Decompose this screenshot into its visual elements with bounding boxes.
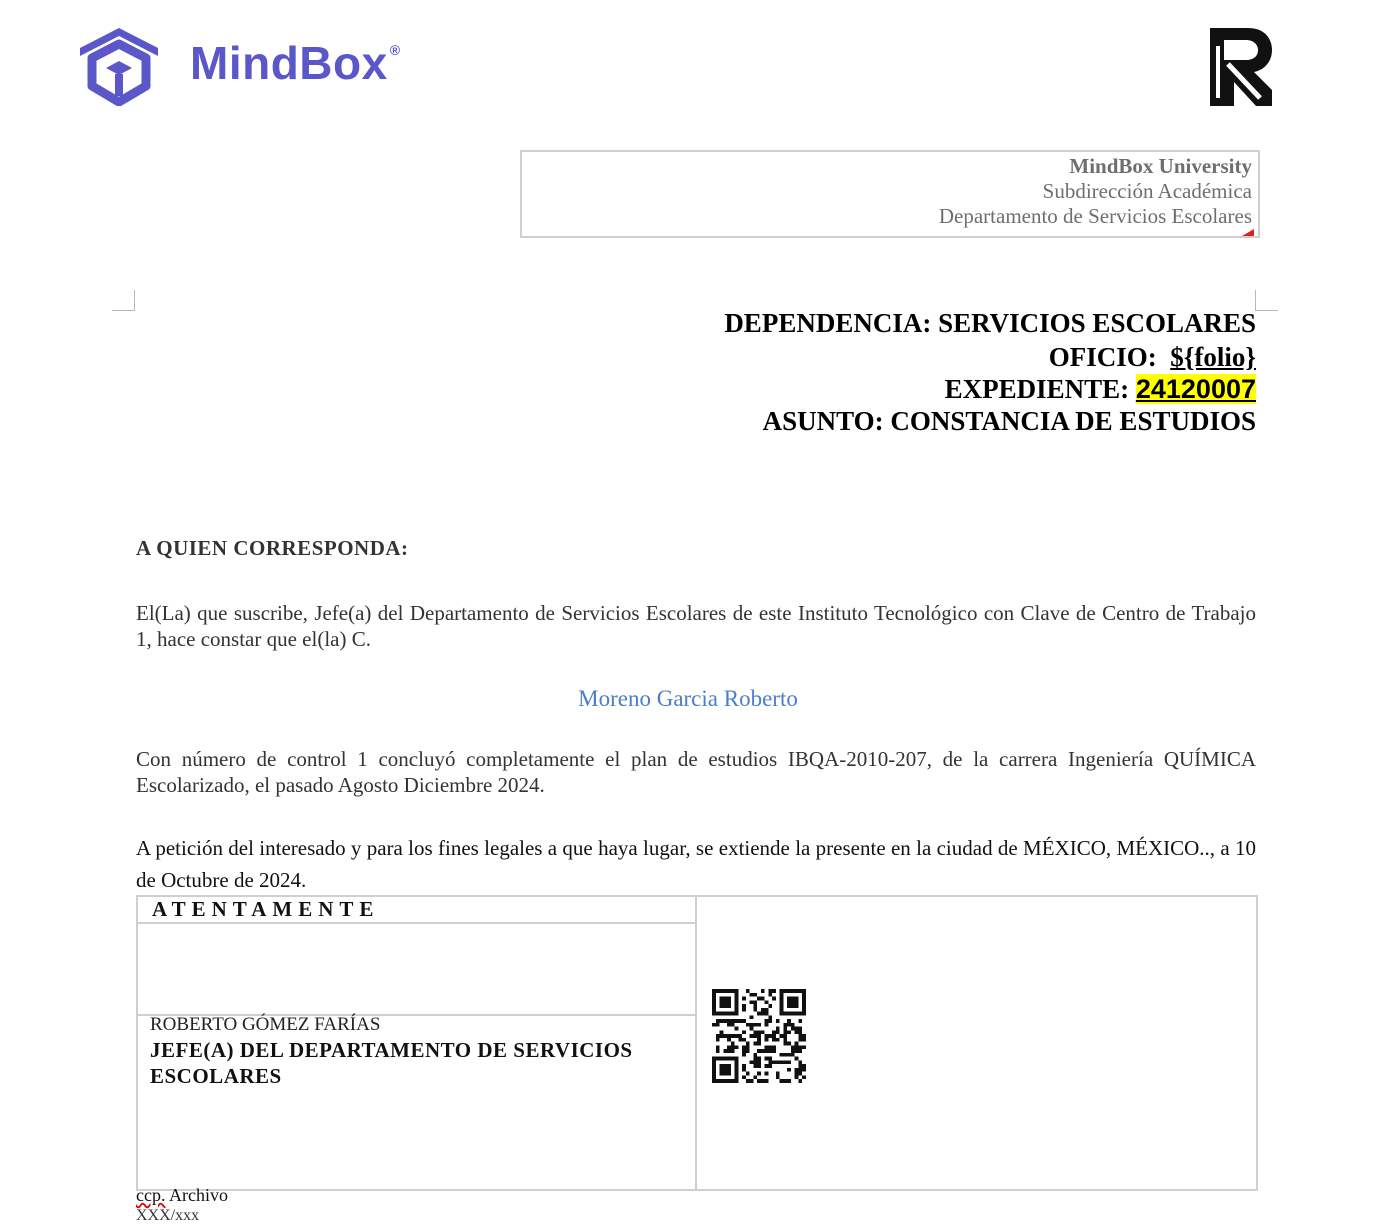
signer-title: JEFE(A) DEL DEPARTAMENTO DE SERVICIOS ESCOLARES — [150, 1038, 633, 1088]
margin-corner-mark — [1255, 290, 1278, 311]
r-brand-logo-icon — [1210, 28, 1272, 106]
student-name: Moreno Garcia Roberto — [578, 686, 798, 711]
ccp-line: ccp. Archivo — [136, 1185, 228, 1205]
oficio-value: ${folio} — [1170, 342, 1256, 372]
signer-name: ROBERTO GÓMEZ FARÍAS — [150, 1014, 381, 1035]
mindbox-wordmark: MindBox ® — [190, 37, 401, 89]
closing-atentamente: ATENTAMENTE — [152, 897, 380, 921]
mindbox-logo-icon — [74, 24, 164, 106]
initials-line: XXX/xxx — [136, 1207, 200, 1224]
body-paragraph-3[interactable]: A petición del interesado y para los fines legales a que haya lugar, se extiende la presente en la ciudad de MÉXICO, MÉXICO.., a 10 de Octubre de 2024. — [136, 836, 1256, 892]
institution-header-box — [520, 150, 1260, 238]
signature-table — [136, 895, 1258, 1191]
expediente-line: EXPEDIENTE: 24120007 — [944, 374, 1256, 404]
comment-marker[interactable] — [1242, 229, 1254, 236]
body-paragraph-2[interactable]: Con número de control 1 concluyó completamente el plan de estudios IBQA-2010-207, de la carrera Ingeniería QUÍMICA Escolarizado, el pasado Agosto Diciembre 2024. — [136, 747, 1256, 797]
asunto-line: ASUNTO: CONSTANCIA DE ESTUDIOS — [762, 406, 1256, 436]
body-paragraph-1[interactable]: El(La) que suscribe, Jefe(a) del Departamento de Servicios Escolares de este Instituto Tecnológico con Clave de Centro de Trabajo 1, hace constar que el(la) C. — [136, 601, 1256, 651]
table-column-divider — [695, 897, 697, 1189]
margin-corner-mark — [112, 290, 135, 311]
department-name: Departamento de Servicios Escolares — [938, 204, 1252, 228]
table-row-divider — [138, 922, 695, 924]
greeting: A QUIEN CORRESPONDA: — [136, 536, 409, 560]
institution-name: MindBox University — [1069, 154, 1252, 178]
dependencia-line: DEPENDENCIA: SERVICIOS ESCOLARES — [724, 308, 1256, 338]
oficio-line: OFICIO: ${folio} — [1048, 342, 1256, 372]
subdirection-name: Subdirección Académica — [1042, 179, 1252, 203]
expediente-value: 24120007 — [1135, 374, 1256, 404]
qr-code-icon — [712, 989, 806, 1083]
